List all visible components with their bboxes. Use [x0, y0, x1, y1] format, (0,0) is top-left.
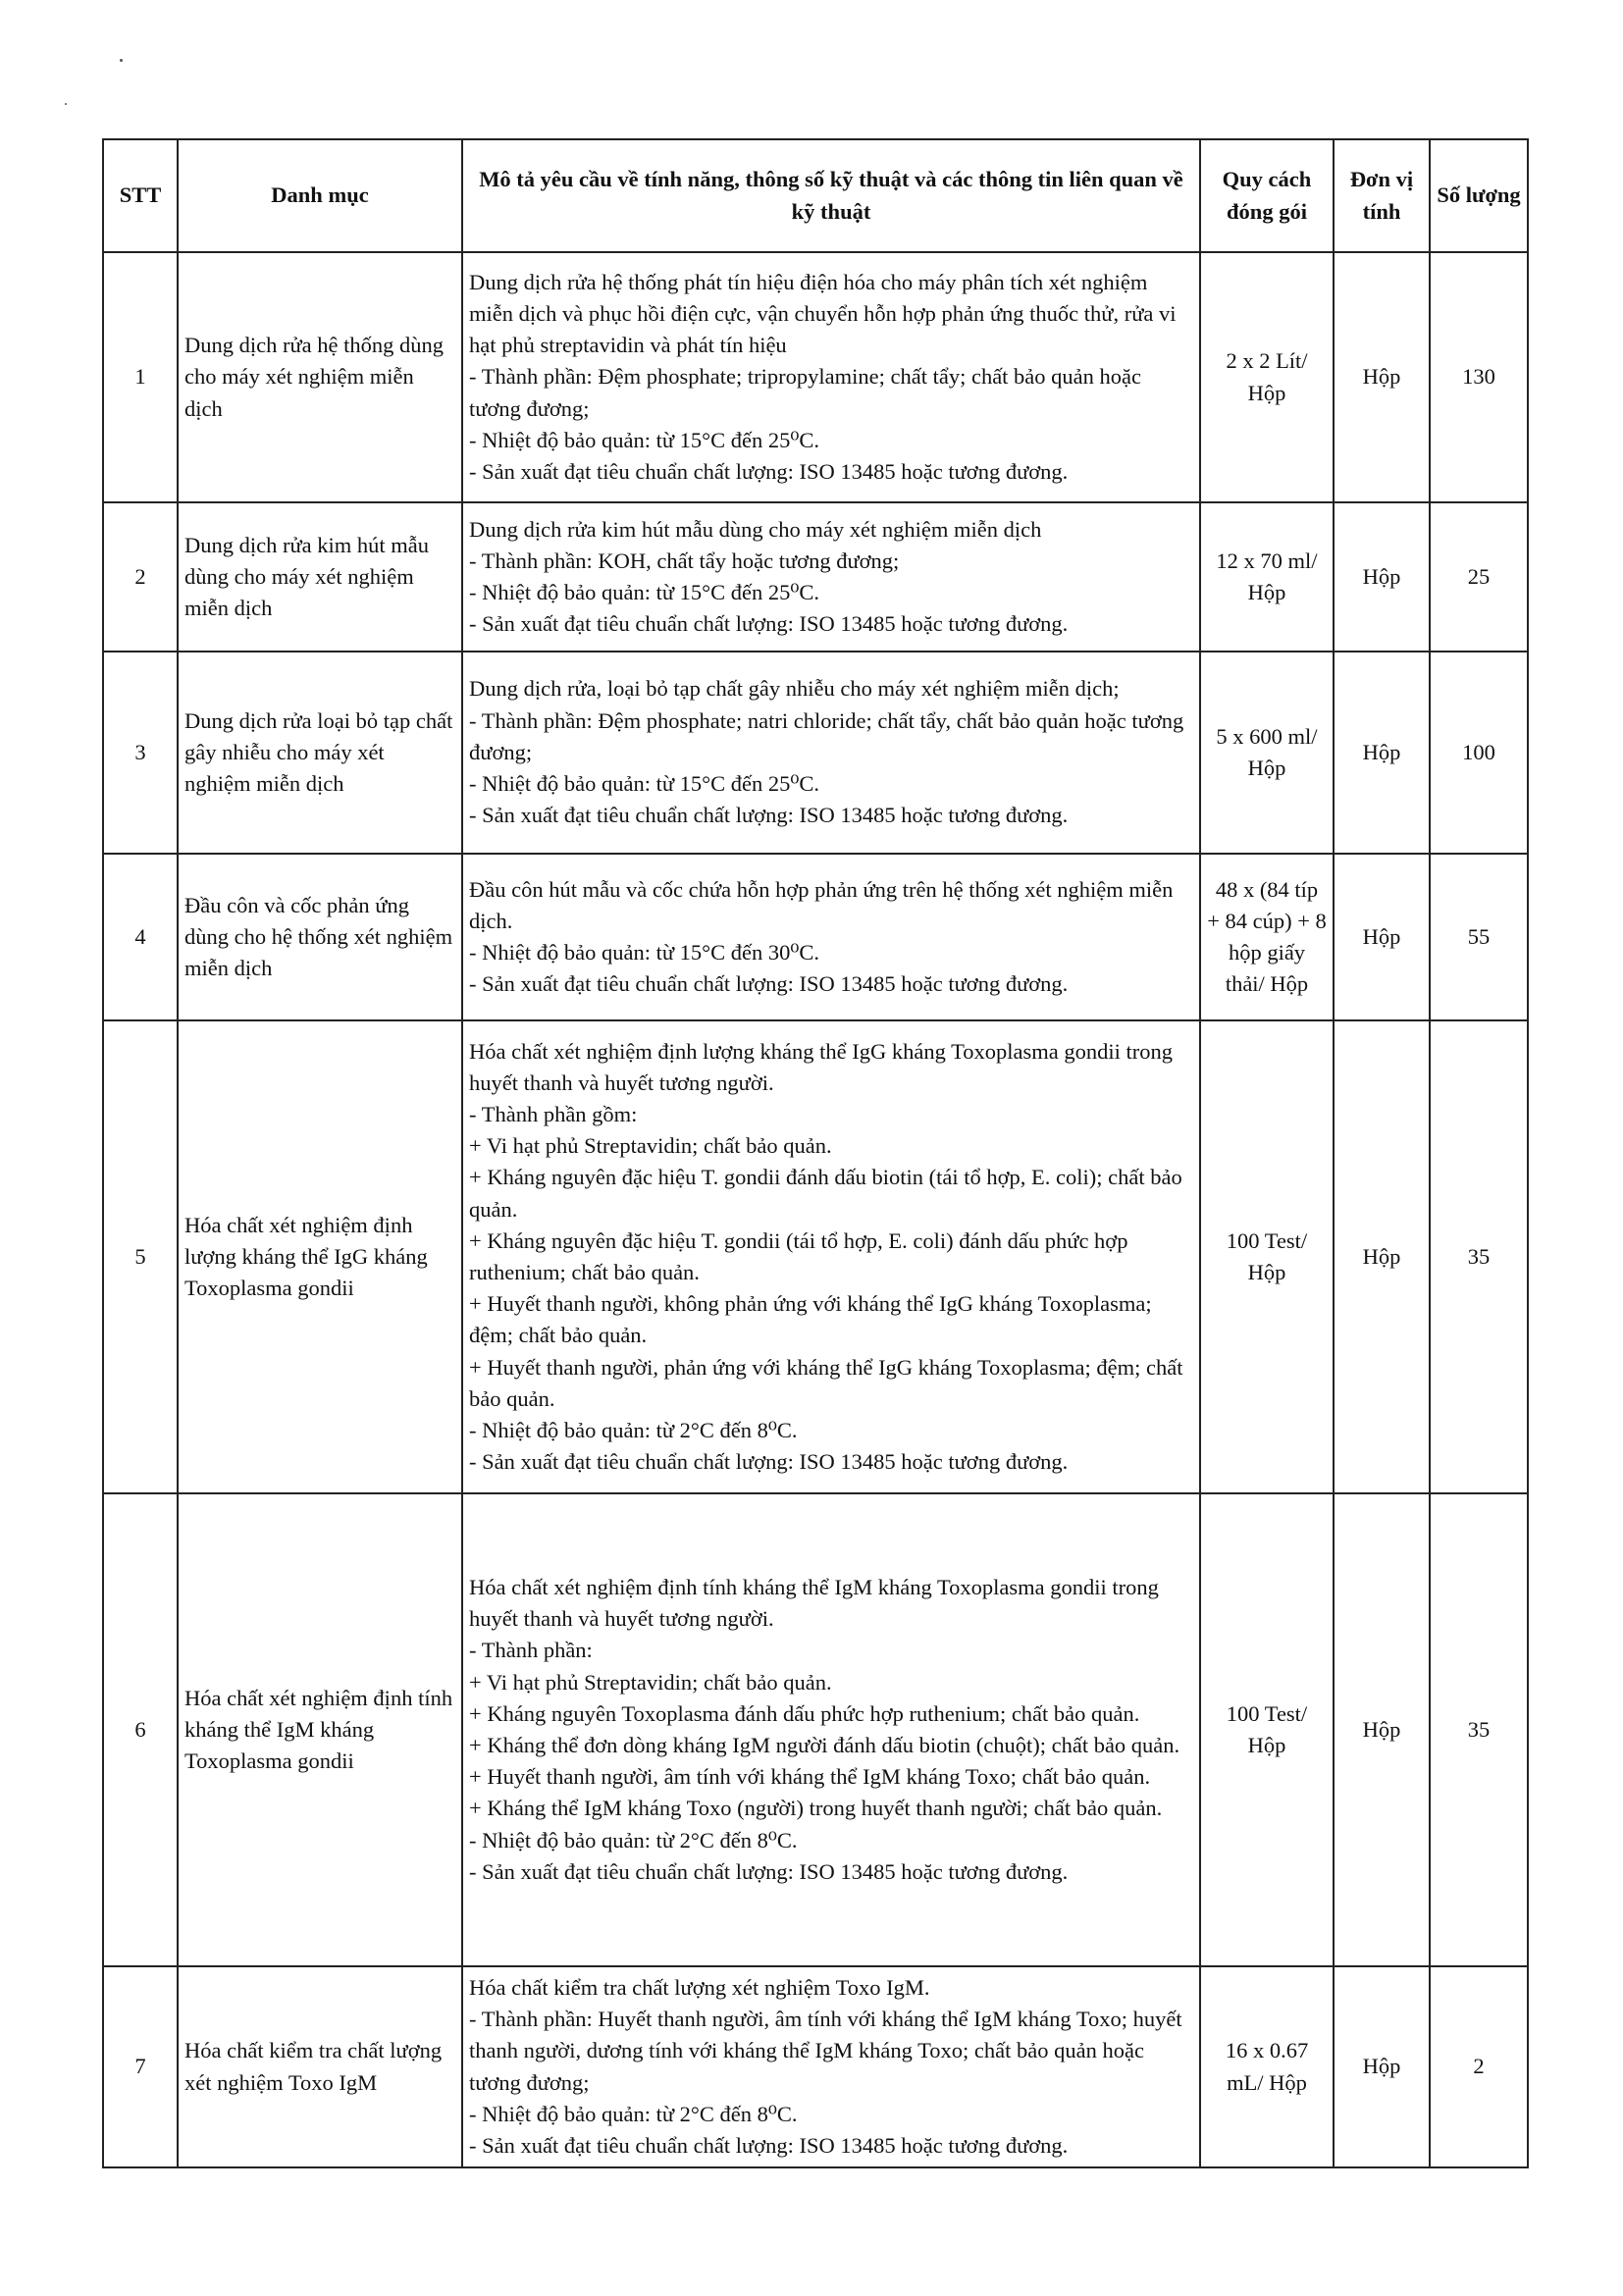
row-stt: 7 [103, 1966, 178, 2167]
description-line: - Thành phần: Đệm phosphate; tripropylamine; chất tẩy; chất bảo quản hoặc tương đương; [469, 364, 1141, 421]
description-line: - Nhiệt độ bảo quản: từ 15°C đến 25⁰C. [469, 580, 820, 604]
row-packaging: 100 Test/ Hộp [1200, 1493, 1334, 1966]
row-quantity: 130 [1430, 252, 1528, 502]
description-line: - Nhiệt độ bảo quản: từ 2°C đến 8⁰C. [469, 1827, 798, 1852]
row-description [462, 854, 1200, 1020]
row-unit: Hộp [1334, 1020, 1430, 1493]
description-line: + Vi hạt phủ Streptavidin; chất bảo quản. [469, 1133, 832, 1159]
description-line: - Sản xuất đạt tiêu chuẩn chất lượng: ISO 13485 hoặc tương đương. [469, 971, 1069, 997]
row-category: Hóa chất xét nghiệm định lượng kháng thể IgG kháng Toxoplasma gondii [178, 1020, 462, 1493]
row-unit: Hộp [1334, 1966, 1430, 2167]
table-row [103, 1020, 1528, 1493]
table-row [103, 502, 1528, 652]
description-line: + Kháng thể đơn dòng kháng IgM người đánh dấu biotin (chuột); chất bảo quản. [469, 1733, 1180, 1757]
description-line: - Nhiệt độ bảo quản: từ 2°C đến 8⁰C. [469, 1418, 798, 1443]
row-description [462, 1493, 1200, 1966]
row-packaging: 16 x 0.67 mL/ Hộp [1200, 1966, 1334, 2167]
row-packaging: 100 Test/ Hộp [1200, 1020, 1334, 1493]
row-stt: 1 [103, 252, 178, 502]
description-line: - Thành phần: Huyết thanh người, âm tính với kháng thể IgM kháng Toxo; huyết thanh người, dương tính với kháng thể IgM kháng Toxo; chất bảo quản hoặc tương đương; [469, 2007, 1182, 2095]
table-row [103, 652, 1528, 854]
row-description [462, 1966, 1200, 2167]
header-category: Danh mục [178, 139, 462, 252]
description-line: Dung dịch rửa kim hút mẫu dùng cho máy xét nghiệm miễn dịch [469, 516, 1042, 542]
row-description [462, 1020, 1200, 1493]
description-line: - Nhiệt độ bảo quản: từ 15°C đến 25⁰C. [469, 427, 820, 452]
header-quantity: Số lượng [1430, 139, 1528, 252]
header-unit: Đơn vị tính [1334, 139, 1430, 252]
scan-speck [65, 103, 67, 105]
table-row [103, 1493, 1528, 1966]
row-stt: 4 [103, 854, 178, 1020]
description-line: - Thành phần gồm: [469, 1101, 638, 1126]
row-stt: 5 [103, 1020, 178, 1493]
header-packaging: Quy cách đóng gói [1200, 139, 1334, 252]
row-unit: Hộp [1334, 652, 1430, 854]
row-packaging: 48 x (84 típ + 84 cúp) + 8 hộp giấy thải/ Hộp [1200, 854, 1334, 1020]
description-line: + Huyết thanh người, không phản ứng với kháng thể IgG kháng Toxoplasma; đệm; chất bảo quản. [469, 1291, 1152, 1348]
description-line: - Thành phần: KOH, chất tẩy hoặc tương đương; [469, 548, 900, 573]
row-description [462, 252, 1200, 502]
row-stt: 6 [103, 1493, 178, 1966]
description-line: - Nhiệt độ bảo quản: từ 15°C đến 25⁰C. [469, 771, 820, 797]
description-line: - Nhiệt độ bảo quản: từ 15°C đến 30⁰C. [469, 940, 820, 965]
row-stt: 3 [103, 652, 178, 854]
description-line: + Huyết thanh người, phản ứng với kháng thể IgG kháng Toxoplasma; đệm; chất bảo quản. [469, 1354, 1183, 1411]
description-line: - Sản xuất đạt tiêu chuẩn chất lượng: ISO 13485 hoặc tương đương. [469, 1858, 1069, 1884]
description-line: + Kháng nguyên đặc hiệu T. gondii (tái tổ hợp, E. coli) đánh dấu phức hợp ruthenium; chất bảo quản. [469, 1227, 1128, 1284]
description-line: Hóa chất xét nghiệm định tính kháng thể IgM kháng Toxoplasma gondii trong huyết thanh và huyết tương người. [469, 1574, 1159, 1632]
row-quantity: 55 [1430, 854, 1528, 1020]
row-category: Dung dịch rửa hệ thống dùng cho máy xét nghiệm miễn dịch [178, 252, 462, 502]
row-quantity: 35 [1430, 1020, 1528, 1493]
description-line: - Nhiệt độ bảo quản: từ 2°C đến 8⁰C. [469, 2101, 798, 2126]
row-quantity: 2 [1430, 1966, 1528, 2167]
description-line: Đầu côn hút mẫu và cốc chứa hỗn hợp phản ứng trên hệ thống xét nghiệm miễn dịch. [469, 876, 1174, 933]
row-description [462, 652, 1200, 854]
row-description [462, 502, 1200, 652]
description-line: - Sản xuất đạt tiêu chuẩn chất lượng: ISO 13485 hoặc tương đương. [469, 459, 1069, 484]
description-line: - Thành phần: [469, 1638, 593, 1663]
row-packaging: 2 x 2 Lít/ Hộp [1200, 252, 1334, 502]
description-line: Hóa chất xét nghiệm định lượng kháng thể IgG kháng Toxoplasma gondii trong huyết thanh và huyết tương người. [469, 1038, 1173, 1095]
header-stt: STT [103, 139, 178, 252]
row-stt: 2 [103, 502, 178, 652]
description-line: + Kháng nguyên đặc hiệu T. gondii đánh dấu biotin (tái tổ hợp, E. coli); chất bảo quản. [469, 1165, 1182, 1222]
scan-speck [120, 59, 123, 62]
row-quantity: 35 [1430, 1493, 1528, 1966]
description-line: + Kháng nguyên Toxoplasma đánh dấu phức hợp ruthenium; chất bảo quản. [469, 1700, 1140, 1726]
row-category: Hóa chất xét nghiệm định tính kháng thể IgM kháng Toxoplasma gondii [178, 1493, 462, 1966]
description-line: Dung dịch rửa, loại bỏ tạp chất gây nhiễu cho máy xét nghiệm miễn dịch; [469, 676, 1120, 702]
description-line: - Sản xuất đạt tiêu chuẩn chất lượng: ISO 13485 hoặc tương đương. [469, 1449, 1069, 1475]
row-quantity: 100 [1430, 652, 1528, 854]
row-category: Dung dịch rửa loại bỏ tạp chất gây nhiễu cho máy xét nghiệm miễn dịch [178, 652, 462, 854]
table-row [103, 1966, 1528, 2167]
description-line: + Huyết thanh người, âm tính với kháng thể IgM kháng Toxo; chất bảo quản. [469, 1764, 1151, 1790]
row-unit: Hộp [1334, 502, 1430, 652]
row-category: Dung dịch rửa kim hút mẫu dùng cho máy xét nghiệm miễn dịch [178, 502, 462, 652]
description-line: - Thành phần: Đệm phosphate; natri chloride; chất tẩy, chất bảo quản hoặc tương đương; [469, 707, 1184, 764]
row-unit: Hộp [1334, 1493, 1430, 1966]
row-packaging: 12 x 70 ml/ Hộp [1200, 502, 1334, 652]
row-quantity: 25 [1430, 502, 1528, 652]
specification-table [102, 138, 1529, 2168]
description-line: + Vi hạt phủ Streptavidin; chất bảo quản. [469, 1669, 832, 1695]
row-category: Đầu côn và cốc phản ứng dùng cho hệ thống xét nghiệm miễn dịch [178, 854, 462, 1020]
header-description: Mô tả yêu cầu về tính năng, thông số kỹ thuật và các thông tin liên quan về kỹ thuật [462, 139, 1200, 252]
row-unit: Hộp [1334, 252, 1430, 502]
table-header-row [103, 139, 1528, 252]
description-line: Dung dịch rửa hệ thống phát tín hiệu điện hóa cho máy phân tích xét nghiệm miễn dịch và phục hồi điện cực, vận chuyển hỗn hợp phản ứng thuốc thử, rửa vi hạt phủ streptavidin và phát tín hiệu [469, 269, 1177, 358]
description-line: + Kháng thể IgM kháng Toxo (người) trong huyết thanh người; chất bảo quản. [469, 1796, 1163, 1821]
description-line: - Sản xuất đạt tiêu chuẩn chất lượng: ISO 13485 hoặc tương đương. [469, 611, 1069, 637]
description-line: Hóa chất kiểm tra chất lượng xét nghiệm Toxo IgM. [469, 1974, 930, 2000]
row-packaging: 5 x 600 ml/ Hộp [1200, 652, 1334, 854]
row-category: Hóa chất kiểm tra chất lượng xét nghiệm Toxo IgM [178, 1966, 462, 2167]
row-unit: Hộp [1334, 854, 1430, 1020]
description-line: - Sản xuất đạt tiêu chuẩn chất lượng: ISO 13485 hoặc tương đương. [469, 803, 1069, 828]
table-row [103, 252, 1528, 502]
table-row [103, 854, 1528, 1020]
description-line: - Sản xuất đạt tiêu chuẩn chất lượng: ISO 13485 hoặc tương đương. [469, 2132, 1069, 2158]
